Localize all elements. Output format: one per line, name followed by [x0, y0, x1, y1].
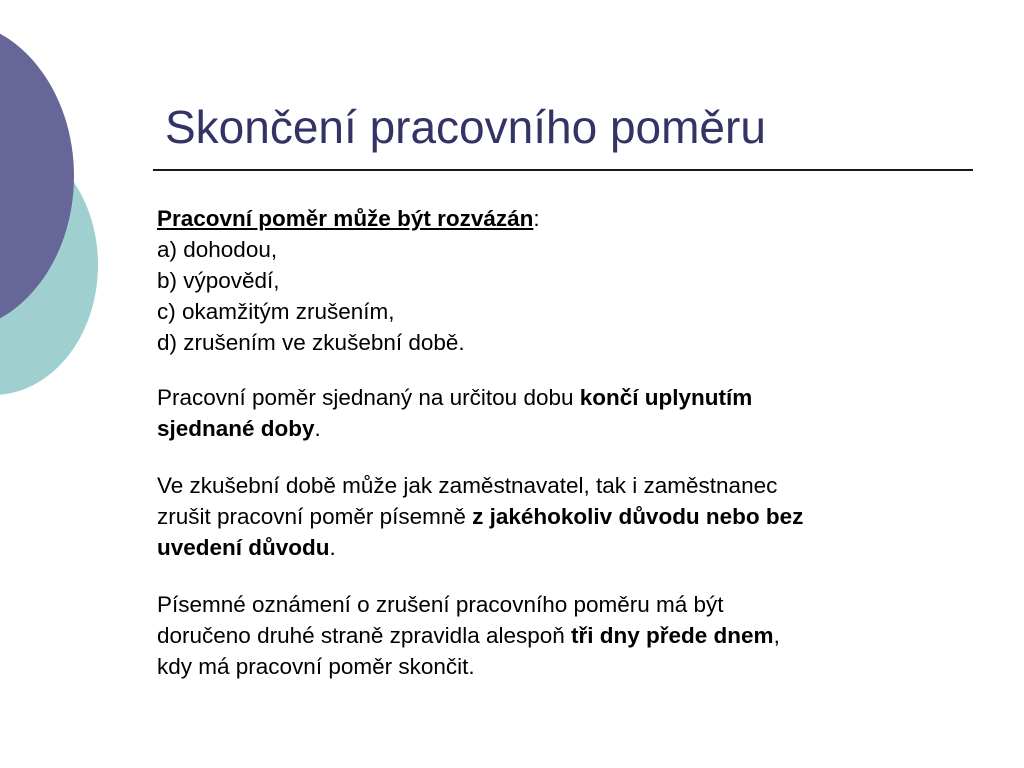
- fixed-term-line-2: [157, 413, 982, 444]
- notice-line-3: kdy má pracovní poměr skončit.: [157, 654, 475, 679]
- title-divider: [153, 169, 973, 171]
- fixed-term-text: Pracovní poměr sjednaný na určitou dobu: [157, 385, 580, 410]
- fixed-term-paragraph: [157, 382, 982, 444]
- notice-line-2: [157, 620, 982, 651]
- fixed-term-line-1: [157, 382, 982, 413]
- fixed-term-bold-2: sjednané doby: [157, 416, 315, 441]
- probation-bold-2: uvedení důvodu: [157, 535, 330, 560]
- termination-item-a: a) dohodou,: [157, 237, 278, 262]
- termination-item-b: b) výpovědí,: [157, 268, 280, 293]
- notice-paragraph: [157, 589, 982, 682]
- probation-line-1: Ve zkušební době může jak zaměstnavatel, tak i zaměstnanec: [157, 473, 778, 498]
- slide-title: Skončení pracovního poměru: [165, 101, 766, 153]
- termination-heading: Pracovní poměr může být rozvázán: [157, 206, 534, 231]
- probation-text: zrušit pracovní poměr písemně: [157, 504, 473, 529]
- fixed-term-bold-1: končí uplynutím: [579, 385, 753, 410]
- notice-bold: tři dny přede dnem: [571, 623, 774, 648]
- notice-text: doručeno druhé straně zpravidla alespoň: [157, 623, 572, 648]
- termination-item-c: c) okamžitým zrušením,: [157, 299, 395, 324]
- termination-methods-block: [157, 203, 982, 358]
- notice-line-1: Písemné oznámení o zrušení pracovního poměru má být: [157, 592, 724, 617]
- termination-heading-line: [157, 203, 982, 234]
- probation-line-3: [157, 532, 982, 563]
- probation-bold-1: z jakéhokoliv důvodu nebo bez: [472, 504, 804, 529]
- probation-line-2: [157, 501, 982, 532]
- slide-content: [157, 203, 982, 682]
- fixed-term-period: .: [314, 416, 321, 441]
- termination-heading-colon: :: [533, 206, 540, 231]
- probation-period: .: [329, 535, 336, 560]
- termination-item-d: d) zrušením ve zkušební době.: [157, 330, 465, 355]
- notice-comma: ,: [773, 623, 780, 648]
- probation-paragraph: [157, 470, 982, 563]
